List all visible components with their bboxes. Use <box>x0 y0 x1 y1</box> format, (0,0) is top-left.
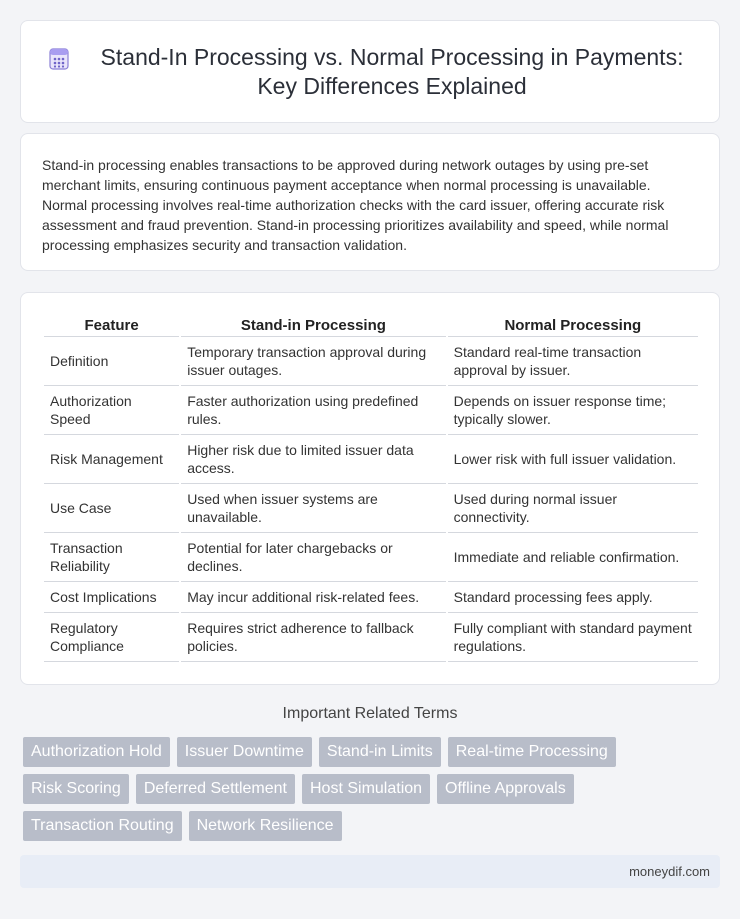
table-row <box>44 386 698 435</box>
footer-bar <box>20 855 720 888</box>
stand-in-cell: May incur additional risk-related fees. <box>181 582 445 613</box>
intro-card <box>20 133 720 271</box>
term-tag[interactable]: Network Resilience <box>189 811 342 841</box>
comparison-card <box>20 292 720 685</box>
header-normal: Normal Processing <box>448 315 698 337</box>
table-row <box>44 484 698 533</box>
term-tag[interactable]: Transaction Routing <box>23 811 182 841</box>
normal-cell: Fully compliant with standard payment regulations. <box>448 613 698 662</box>
feature-cell: Use Case <box>44 484 179 533</box>
feature-cell: Cost Implications <box>44 582 179 613</box>
normal-cell: Used during normal issuer connectivity. <box>448 484 698 533</box>
normal-cell: Standard real-time transaction approval by issuer. <box>448 337 698 386</box>
normal-cell: Depends on issuer response time; typically slower. <box>448 386 698 435</box>
term-tag[interactable]: Real-time Processing <box>448 737 616 767</box>
stand-in-cell: Faster authorization using predefined rules. <box>181 386 445 435</box>
normal-cell: Lower risk with full issuer validation. <box>448 435 698 484</box>
header-stand-in: Stand-in Processing <box>181 315 445 337</box>
normal-cell: Standard processing fees apply. <box>448 582 698 613</box>
header-feature: Feature <box>44 315 179 337</box>
stand-in-cell: Higher risk due to limited issuer data access. <box>181 435 445 484</box>
table-row <box>44 582 698 613</box>
feature-cell: Regulatory Compliance <box>44 613 179 662</box>
table-row <box>44 337 698 386</box>
feature-cell: Transaction Reliability <box>44 533 179 582</box>
stand-in-cell: Requires strict adherence to fallback policies. <box>181 613 445 662</box>
term-tag[interactable]: Host Simulation <box>302 774 430 804</box>
related-terms-list <box>23 737 723 848</box>
title-card <box>20 20 720 123</box>
intro-paragraph: Stand-in processing enables transactions to be approved during network outages by using pre-set merchant limits, ensuring continuous payment acceptance when normal processing is unavailable. Normal processing involves real-time authorization checks with the card issuer, offering accurate risk assessment and fraud prevention. Stand-in processing prioritizes availability and speed, while normal processing emphasizes security and transaction validation. <box>42 157 669 253</box>
stand-in-cell: Temporary transaction approval during issuer outages. <box>181 337 445 386</box>
term-tag[interactable]: Risk Scoring <box>23 774 129 804</box>
term-tag[interactable]: Stand-in Limits <box>319 737 441 767</box>
page-title: Stand-In Processing vs. Normal Processing in Payments: Key Differences Explained <box>100 44 684 99</box>
table-row <box>44 435 698 484</box>
term-tag[interactable]: Offline Approvals <box>437 774 574 804</box>
feature-cell: Authorization Speed <box>44 386 179 435</box>
table-header-row <box>44 315 698 337</box>
table-row <box>44 533 698 582</box>
normal-cell: Immediate and reliable confirmation. <box>448 533 698 582</box>
stand-in-cell: Used when issuer systems are unavailable. <box>181 484 445 533</box>
term-tag[interactable]: Issuer Downtime <box>177 737 312 767</box>
stand-in-cell: Potential for later chargebacks or declines. <box>181 533 445 582</box>
footer-site-link[interactable]: moneydif.com <box>629 864 710 879</box>
term-tag[interactable]: Authorization Hold <box>23 737 170 767</box>
comparison-table <box>42 315 700 662</box>
table-row <box>44 613 698 662</box>
term-tag[interactable]: Deferred Settlement <box>136 774 295 804</box>
feature-cell: Risk Management <box>44 435 179 484</box>
feature-cell: Definition <box>44 337 179 386</box>
related-terms-heading: Important Related Terms <box>282 705 458 722</box>
